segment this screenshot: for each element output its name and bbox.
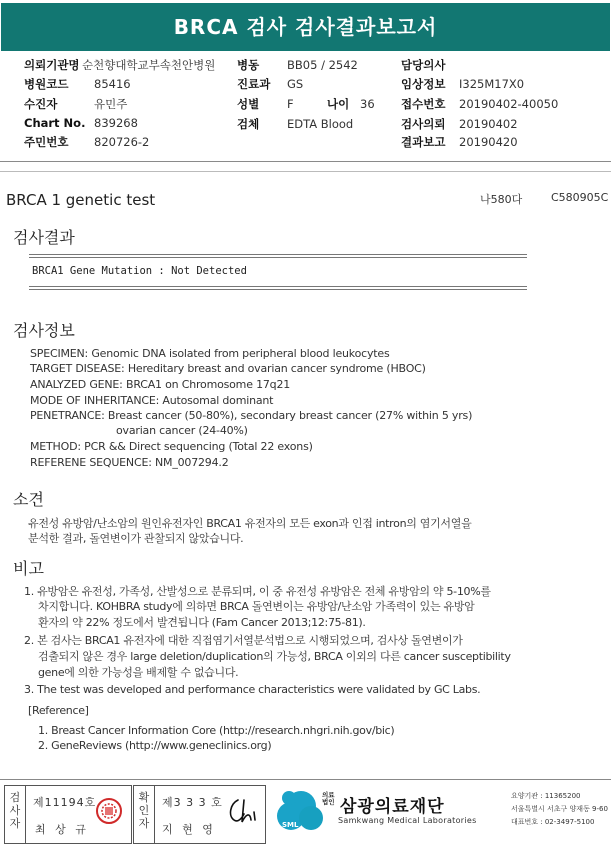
report-title: BRCA 검사 검사결과보고서 (1, 3, 610, 51)
header-label: 병원코드 (24, 77, 69, 91)
header-row-sex (237, 96, 375, 112)
header-value: EDTA Blood (287, 117, 354, 131)
seal-graphic (95, 797, 123, 825)
header-value: 85416 (94, 77, 131, 91)
header-label: 수진자 (24, 97, 58, 111)
remarks-heading: 비고 (13, 559, 44, 578)
header-divider (0, 161, 611, 162)
header-value: 839268 (94, 116, 138, 130)
org-tag: 의료법인 (322, 791, 335, 806)
result-heading: 검사결과 (13, 228, 75, 247)
header-value: 순천향대학교부속천안병원 (82, 58, 216, 72)
tester-name: 최 상 규 (35, 823, 89, 836)
header-row-clinical-info (401, 76, 524, 92)
info-line-target-disease: TARGET DISEASE: Hereditary breast and ovarian cancer syndrome (HBOC) (30, 362, 426, 375)
result-text: BRCA1 Gene Mutation : Not Detected (32, 265, 247, 277)
confirmer-name: 지 현 영 (162, 823, 216, 836)
header-label: 성별 (237, 97, 260, 111)
header-value: F (287, 97, 294, 111)
header-label: 결과보고 (401, 135, 446, 149)
org-logo-text: SML (282, 821, 299, 829)
result-line-top (29, 254, 527, 255)
finding-heading: 소견 (13, 490, 44, 509)
header-row-patient (24, 96, 127, 112)
org-english-name: Samkwang Medical Laboratories (338, 816, 477, 825)
remark-3-line-1: 3. The test was developed and performance characteristics were validated by GC Labs. (24, 683, 481, 696)
confirmer-label-text: 확인자 (138, 791, 150, 830)
header-label: 진료과 (237, 77, 271, 91)
header-label: 의뢰기관명 (24, 58, 80, 72)
header-value: I325M17X0 (459, 77, 525, 91)
info-line-penetrance-cont: ovarian cancer (24-40%) (116, 424, 248, 437)
result-line-top-inner (29, 257, 527, 258)
header-label: 검사의뢰 (401, 117, 446, 131)
test-name: BRCA 1 genetic test (6, 191, 156, 209)
header-label: Chart No. (24, 116, 86, 130)
header-row-receipt-no (401, 96, 558, 112)
header-value: 20190402 (459, 117, 518, 131)
header-value: GS (287, 77, 304, 91)
header-row-hospital-code (24, 76, 131, 92)
info-line-specimen: SPECIMEN: Genomic DNA isolated from peripheral blood leukocytes (30, 347, 390, 360)
signature-graphic (224, 796, 260, 828)
remark-2-line-1: 2. 본 검사는 BRCA1 유전자에 대한 직접염기서열분석법으로 시행되었으며, 검사상 돌연변이가 (24, 634, 463, 647)
reference-2: 2. GeneReviews (http://www.geneclinics.org) (38, 739, 272, 752)
result-line-bottom-inner (29, 286, 527, 287)
finding-line-2: 분석한 결과, 돌연변이가 관찰되지 않았습니다. (28, 532, 244, 545)
info-line-method: METHOD: PCR && Direct sequencing (Total 22 exons) (30, 440, 313, 453)
header-row-resident-no (24, 134, 149, 150)
org-phone: 대표번호 : 02-3497-5100 (511, 818, 595, 826)
tester-license-no: 제11194호 (33, 796, 97, 809)
header-value: 820726-2 (94, 135, 150, 149)
header-label: 검체 (237, 117, 260, 131)
footer (0, 779, 611, 849)
header-row-institution (24, 57, 215, 73)
header-label: 임상정보 (401, 77, 446, 91)
test-code: C580905C (551, 191, 609, 204)
info-line-reference-sequence: REFERENE SEQUENCE: NM_007294.2 (30, 456, 229, 469)
info-line-penetrance: PENETRANCE: Breast cancer (50-80%), secondary breast cancer (27% within 5 yrs) (30, 409, 473, 422)
remark-1-line-3: 환자의 약 22% 정도에서 발견됩니다 (Fam Cancer 2013;12:75-81). (38, 616, 366, 629)
header-row-chart-no (24, 116, 138, 130)
org-code: 요양기관 : 11365200 (511, 792, 581, 800)
header-row-doctor (401, 57, 459, 73)
reference-heading: [Reference] (28, 704, 89, 717)
header-value: BB05 / 2542 (287, 58, 358, 72)
header-label: 담당의사 (401, 58, 446, 72)
result-box (29, 254, 527, 290)
org-address: 서울특별시 서초구 양재동 9-60 (511, 805, 608, 813)
header-value: 20190402-40050 (459, 97, 559, 111)
header-divider-secondary (0, 171, 611, 172)
tester-label-text: 검사자 (9, 791, 21, 830)
info-line-inheritance: MODE OF INHERITANCE: Autosomal dominant (30, 394, 274, 407)
tester-seal (95, 797, 123, 825)
header-value-age: 36 (360, 97, 375, 111)
reference-1: 1. Breast Cancer Information Core (http://research.nhgri.nih.gov/bic) (38, 724, 395, 737)
test-code-local: 나580다 (480, 193, 523, 206)
remark-1-line-2: 차지합니다. KOHBRA study에 의하면 BRCA 돌연변이는 유방암/난소암 가족력이 있는 유방암 (38, 600, 475, 613)
info-heading: 검사정보 (13, 321, 75, 340)
header-label: 주민번호 (24, 135, 69, 149)
confirmer-license-no: 제3 3 3 호 (162, 796, 223, 809)
org-name: 삼광의료재단 (340, 797, 445, 817)
header-row-department (237, 76, 303, 92)
header-row-ward (237, 57, 358, 73)
confirmer-label (133, 791, 155, 830)
finding-line-1: 유전성 유방암/난소암의 원인유전자인 BRCA1 유전자의 모든 exon과 인접 intron의 염기서열을 (28, 517, 472, 530)
remark-2-line-2: 검출되지 않은 경우 large deletion/duplication의 가능성, BRCA 이외의 다른 cancer susceptibility (38, 650, 511, 663)
header-label-age: 나이 (327, 97, 350, 111)
header-row-report-date (401, 134, 518, 150)
header-row-specimen (237, 116, 353, 132)
remark-1-line-1: 1. 유방암은 유전성, 가족성, 산발성으로 분류되며, 이 중 유전성 유방암은 전체 유방암의 약 5-10%를 (24, 585, 491, 598)
info-line-analyzed-gene: ANALYZED GENE: BRCA1 on Chromosome 17q21 (30, 378, 291, 391)
header-value: 유민주 (94, 97, 128, 111)
header-label: 접수번호 (401, 97, 446, 111)
remark-2-line-3: gene에 의한 가능성을 배제할 수 없습니다. (38, 666, 239, 679)
confirmer-signature (224, 796, 260, 828)
header-label: 병동 (237, 58, 260, 72)
result-line-bottom (29, 289, 527, 290)
tester-label (4, 791, 26, 830)
header-value: 20190420 (459, 135, 518, 149)
header-row-request-date (401, 116, 518, 132)
